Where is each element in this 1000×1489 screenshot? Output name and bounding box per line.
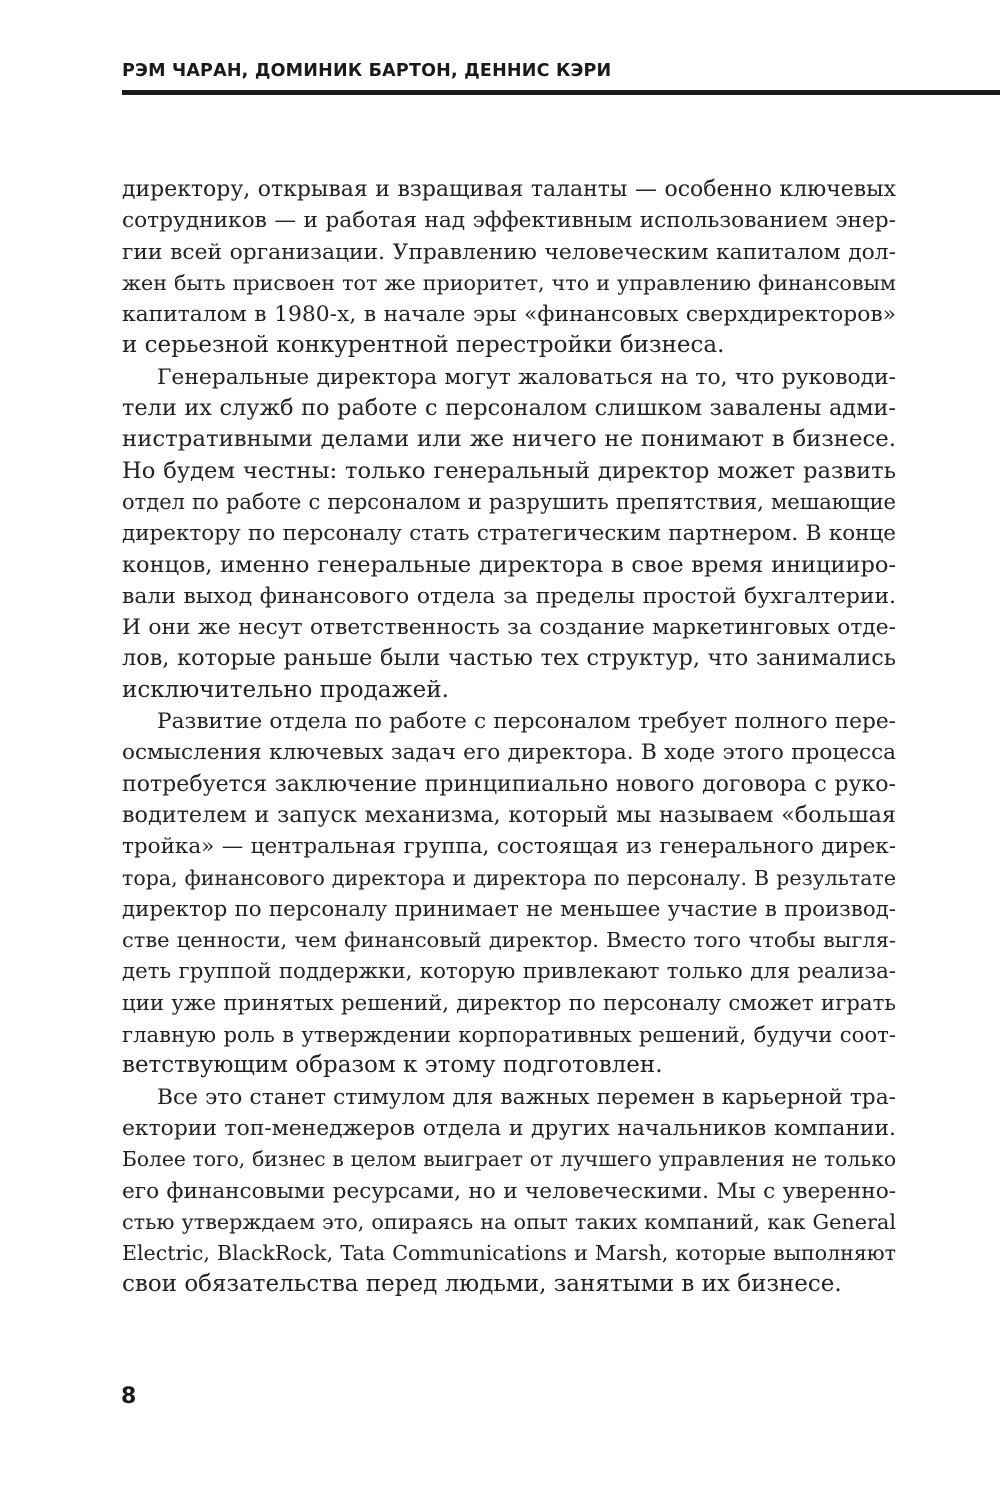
text-line: сотрудников — и работая над эффективным использованием энер- [122, 208, 896, 234]
text-line: нистративными делами или же ничего не понимают в бизнесе. [122, 426, 896, 453]
text-line: потребуется заключение принципиально нового договора с руко- [122, 771, 896, 797]
paragraph [122, 362, 896, 706]
text-line: стью утверждаем это, опираясь на опыт таких компаний, как General [122, 1209, 896, 1234]
text-line: отдел по работе с персоналом и разрушить препятствия, мешающие [122, 489, 896, 514]
text-line: лов, которые раньше были частью тех структур, что занимались [122, 645, 896, 672]
text-line: стве ценности, чем финансовый директор. Вместо того чтобы выгля- [122, 928, 896, 953]
text-line: директор по персоналу принимает не меньшее участие в производ- [122, 896, 896, 922]
text-line: Все это станет стимулом для важных перемен в карьерной тра- [157, 1084, 896, 1110]
text-line: тора, финансового директора и директора по персоналу. В результате [122, 865, 896, 890]
text-line: Генеральные директора могут жаловаться на то, что руководи- [157, 364, 896, 390]
text-line: вали выход финансового отдела за пределы простой бухгалтерии. [122, 583, 896, 609]
text-line: свои обязательства перед людьми, занятыми в их бизнесе. [122, 1271, 842, 1298]
text-line: его финансовыми ресурсами, но и человеческими. Мы с увереннo- [122, 1178, 896, 1204]
text-line: Более того, бизнес в целом выиграет от лучшего управления не только [122, 1147, 896, 1172]
text-line: ектории топ-менеджеров отдела и других начальников компании. [122, 1115, 896, 1141]
page-number: 8 [121, 1384, 137, 1409]
text-line: Развитие отдела по работе с персоналом требует полного пере- [157, 709, 896, 735]
text-line: водителем и запуск механизма, который мы называем «большая [122, 801, 896, 828]
text-line: ции уже принятых решений, директор по персоналу сможет играть [122, 990, 896, 1016]
text-line: концов, именно генеральные директора в свое время инициирo- [122, 551, 896, 578]
text-line: гии всей организации. Управлению человеческим капиталом дол- [122, 239, 896, 265]
text-line: тели их служб по работе с персоналом слишком завалены адми- [122, 395, 896, 422]
text-line: Но будем честны: только генеральный директор может развить [122, 457, 896, 484]
text-line: директору по персоналу стать стратегическим партнером. В конце [122, 521, 896, 547]
text-line: главную роль в утверждении корпоративных решений, будучи соот- [122, 1022, 896, 1048]
text-line: директору, открывая и взращивая таланты — особенно ключевых [122, 177, 896, 202]
body-text [122, 174, 896, 1301]
text-line: И они же несут ответственность за создание маркетинговых отде- [122, 615, 896, 641]
running-head: РЭМ ЧАРАН, ДОМИНИК БАРТОН, ДЕННИС КЭРИ [122, 61, 612, 81]
text-line: исключительно продажей. [122, 676, 449, 703]
paragraph [122, 174, 896, 362]
text-line: тройка» — центральная группа, состоящая из генерального дирек- [122, 834, 896, 860]
paragraph [122, 706, 896, 1082]
text-line: осмысления ключевых задач его директора. В ходе этого процесса [122, 740, 896, 766]
text-line: Electric, BlackRock, Tata Communications и Marsh, которые выполняют [122, 1241, 896, 1266]
header-rule [122, 90, 1000, 95]
text-line: ветствующим образом к этому подготовлен. [122, 1052, 663, 1079]
text-line: капиталом в 1980-х, в начале эры «финансовых сверхдиректоров» [122, 302, 896, 328]
text-line: жен быть присвоен тот же приоритет, что и управлению финансовым [122, 270, 896, 295]
text-line: деть группой поддержки, которую привлекают только для реализа- [122, 959, 896, 985]
text-line: и серьезной конкурентной перестройки бизнеса. [122, 332, 725, 359]
paragraph [122, 1082, 896, 1301]
